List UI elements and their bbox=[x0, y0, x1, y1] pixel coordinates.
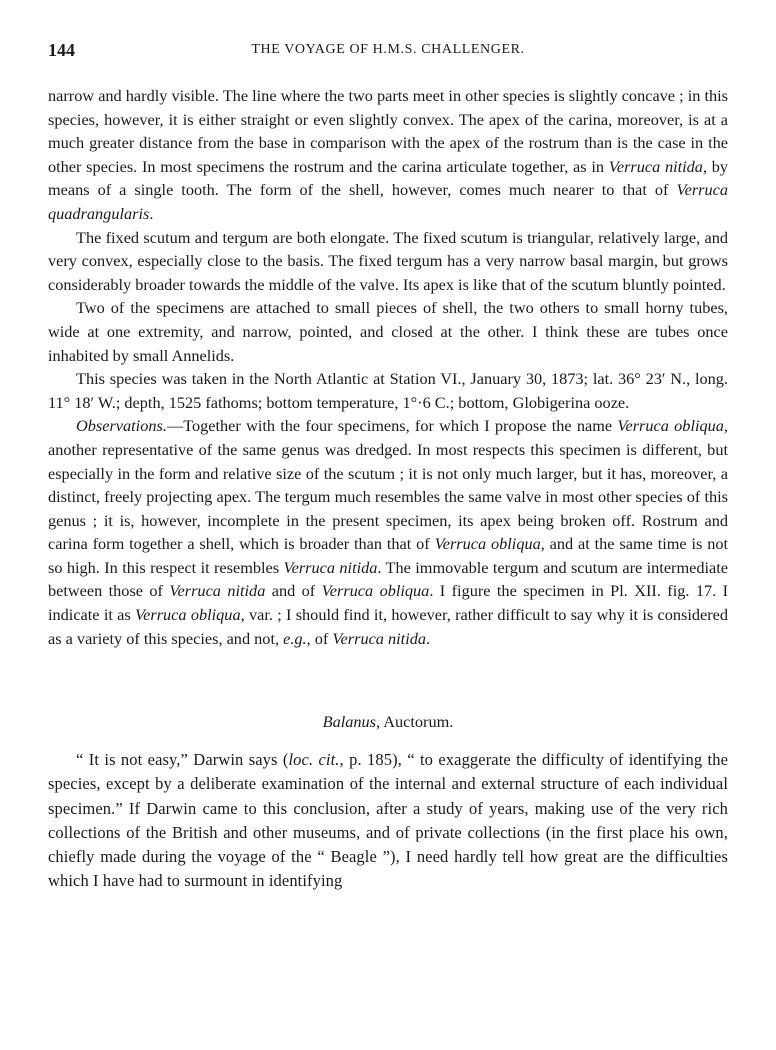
text-run: . bbox=[426, 628, 431, 648]
species-name: Verruca nitida bbox=[169, 581, 266, 601]
main-text bbox=[48, 84, 728, 650]
section-heading bbox=[48, 712, 728, 732]
heading-suffix: , Auctorum. bbox=[376, 712, 454, 732]
section-paragraph-1 bbox=[48, 748, 728, 893]
paragraph-2: The fixed scutum and tergum are both elongate. The fixed scutum is triangular, relatively large, and very convex, especially close to the basis. The fixed tergum has a very narrow basal margin, but grows considerably broader towards the middle of the valve. Its apex is like that of the scutum bluntly pointed. bbox=[48, 227, 728, 294]
citation: loc. cit. bbox=[288, 750, 340, 770]
text-run: , and at the same time is not so high. In this respect it resembles bbox=[48, 534, 729, 577]
species-name: Verruca nitida bbox=[332, 628, 427, 648]
text-run: , another representative of the same genus was dredged. In most respects this specimen is different, but especially in the form and relative size of the scutum ; it is not only much larger, but it has, moreover, a distinct, freely projecting apex. The tergum much resembles the same valve in most other species of this genus ; it is, however, incomplete in the present specimen, its apex being broken off. Rostrum and carina form together a shell, which is broader than that of bbox=[48, 416, 728, 554]
text-run: —Together with the four specimens, for which I propose the name bbox=[166, 416, 618, 436]
text-run: and of bbox=[265, 581, 322, 601]
text-run: . I figure the specimen in Pl. XII. fig. 17. I indicate it as bbox=[48, 581, 729, 625]
section-text bbox=[48, 748, 728, 893]
text-run: . bbox=[149, 203, 154, 223]
paragraph-3: Two of the specimens are attached to small pieces of shell, the two others to small horny tubes, wide at one extremity, and narrow, pointed, and closed at the other. I think these are tubes once inhabited by small Annelids. bbox=[48, 298, 728, 365]
text-run: “ It is not easy,” Darwin says ( bbox=[76, 750, 289, 770]
species-name: Verruca obliqua bbox=[434, 534, 541, 554]
text-run: , by means of a single tooth. The form of the shell, however, comes much nearer to that of bbox=[48, 156, 729, 200]
text-run: . The immovable tergum and scutum are intermediate between those of bbox=[48, 557, 728, 601]
species-name: Verruca quadrangularis bbox=[48, 180, 728, 223]
text-run: , of bbox=[306, 628, 333, 648]
page-number: 144 bbox=[48, 40, 75, 60]
paragraph-4: This species was taken in the North Atlantic at Station VI., January 30, 1873; lat. 36° 23′ N., long. 11° 18′ W.; depth, 1525 fathoms; bottom temperature, 1°·6 C.; bottom, Globigerina ooze. bbox=[48, 369, 728, 412]
running-title: THE VOYAGE OF H.M.S. CHALLENGER. bbox=[251, 42, 525, 57]
page-header bbox=[48, 40, 728, 64]
text-run: , p. 185), “ to exaggerate the difficulty of identifying the species, except by a deliberate examination of the internal and external structure of each individual specimen.” If Darwin came to this conclusion, after a study of years, making use of the very rich collections of the British and other museums, and of private collections (in the first place his own, chiefly made during the voyage of the “ Beagle ”), I need hardly tell how great are the difficulties which I have had to surmount in identifying bbox=[48, 750, 728, 891]
abbreviation: e.g. bbox=[283, 628, 307, 648]
paragraph-observations bbox=[48, 414, 728, 650]
species-name: Verruca obliqua bbox=[321, 581, 430, 601]
species-name: Verruca obliqua bbox=[135, 605, 241, 625]
genus-name: Balanus bbox=[322, 712, 377, 732]
observations-label: Observations. bbox=[76, 416, 167, 436]
species-name: Verruca nitida bbox=[608, 156, 703, 176]
book-page bbox=[48, 40, 728, 893]
species-name: Verruca nitida bbox=[283, 557, 378, 577]
paragraph-1 bbox=[48, 84, 728, 226]
species-name: Verruca obliqua bbox=[617, 416, 724, 436]
text-run: , var. ; I should find it, however, rather difficult to say why it is considered as a variety of this species, and not, bbox=[48, 605, 729, 648]
text-run: narrow and hardly visible. The line where the two parts meet in other species is slightly concave ; in this species, however, it is either straight or even slightly convex. The apex of the carina, moreover, is at a much greater distance from the base in comparison with the apex of the rostrum than is the case in the other species. In most specimens the rostrum and the carina articulate together, as in bbox=[48, 86, 728, 176]
